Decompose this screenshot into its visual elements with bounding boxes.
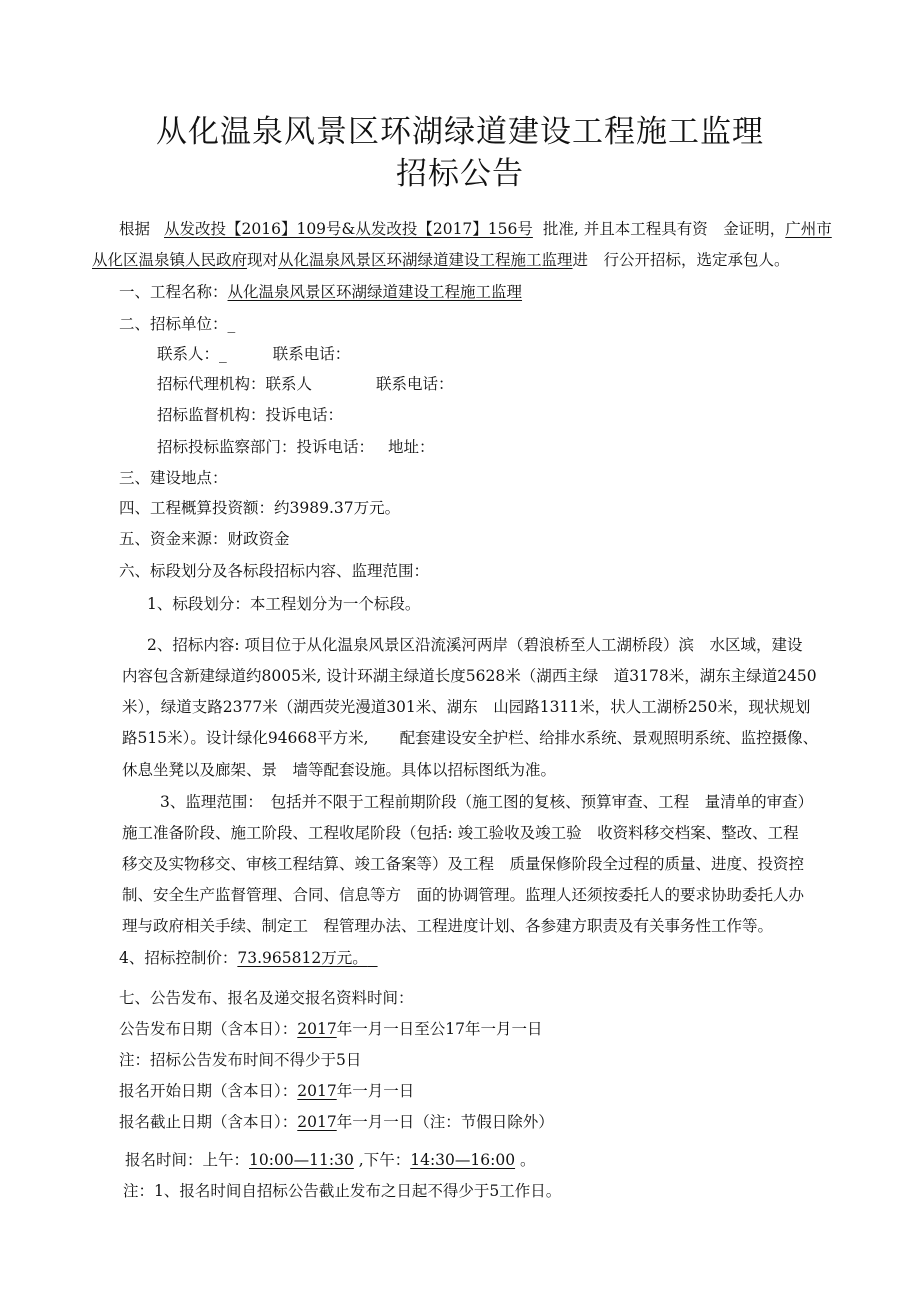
intro-project-name: 从化温泉风景区环湖绿道建设工程施工监理 — [278, 251, 573, 269]
item-3-line: 施工准备阶段、施工阶段、工程收尾阶段（包括: 竣工验收及竣工验 收资料移交档案、整改、工程 — [122, 824, 799, 842]
registration-time — [125, 1149, 536, 1171]
reg-time-pm: 14:30—16:00 — [410, 1151, 516, 1169]
registration-start — [119, 1080, 414, 1102]
section-1-value: 从化温泉风景区环湖绿道建设工程施工监理 — [227, 283, 523, 301]
intro-mid: 批准, 并且本工程具有资 金证明， — [542, 220, 786, 238]
publish-rest: 年一月一日至公17年一月一日 — [336, 1020, 543, 1038]
item-3-line: 制、安全生产监督管理、合同、信息等方 面的协调管理。监理人还须按委托人的要求协助委托人办 — [122, 886, 805, 904]
item-2-line: 内容包含新建绿道约8005米, 设计环湖主绿道长度5628米（湖西主绿 道3178米，湖东主绿道2450 — [122, 667, 817, 685]
item-4-label: 4、招标控制价： — [119, 949, 238, 967]
owner-part-a: 广州市 — [785, 220, 832, 238]
contact-row — [157, 343, 350, 365]
publish-label: 公告发布日期（含本日）： — [119, 1020, 298, 1038]
section-1-project-name — [119, 281, 522, 303]
intro-line2 — [92, 249, 790, 271]
section-3-location: 三、建设地点： — [119, 469, 228, 487]
publish-year: 2017 — [297, 1020, 337, 1038]
reg-start-label: 报名开始日期（含本日）： — [119, 1082, 298, 1100]
reg-end-year: 2017 — [297, 1113, 337, 1131]
contact-person: 联系人：_ — [157, 345, 227, 363]
agency-row — [157, 373, 454, 395]
reg-end-label: 报名截止日期（含本日）： — [119, 1113, 298, 1131]
reg-time-am: 10:00—11:30 — [249, 1151, 354, 1169]
owner-part-b: 从化区温泉镇人民政府 — [92, 251, 248, 269]
inspection-row — [157, 436, 435, 458]
section-1-label: 一、工程名称： — [119, 283, 228, 301]
intro-suffix: 进 行公开招标，选定承包人。 — [572, 251, 790, 269]
section-4-investment: 四、工程概算投资额：约3989.37万元。 — [119, 499, 401, 517]
item-2-line: 休息坐凳以及廊架、景 墙等配套设施。具体以招标图纸为准。 — [122, 761, 557, 779]
reg-end-rest: 年一月一日（注：节假日除外） — [336, 1113, 554, 1131]
inspection-phone: 招标投标监察部门：投诉电话： — [157, 438, 375, 456]
reg-time-end: 。 — [515, 1151, 536, 1169]
inspection-address: 地址： — [388, 438, 435, 456]
reg-start-year: 2017 — [297, 1082, 337, 1100]
registration-end — [119, 1111, 554, 1133]
document-title-line2: 招标公告 — [396, 156, 524, 192]
supervisor-row: 招标监督机构：投诉电话： — [157, 406, 344, 424]
control-price: 73.965812万元。 — [237, 949, 368, 967]
document-title-line1: 从化温泉风景区环湖绿道建设工程施工监理 — [156, 114, 764, 150]
agency-contact: 招标代理机构：联系人 — [157, 375, 313, 393]
approval-doc-number: 从发改投【2016】109号&从发改投【2017】156号 — [164, 220, 533, 238]
section-2-tenderer: 二、招标单位：_ — [119, 315, 236, 333]
item-3-line: 3、监理范围： 包括并不限于工程前期阶段（施工图的复核、预算审查、工程 量清单的审查） — [160, 793, 814, 811]
item-4-price — [119, 947, 378, 969]
section-7-heading: 七、公告发布、报名及递交报名资料时间： — [119, 989, 414, 1007]
intro-prefix: 根据 — [119, 220, 151, 238]
intro-mid2: 现对 — [247, 251, 279, 269]
item-3-line: 移交及实物移交、审核工程结算、竣工备案等）及工程 质量保修阶段全过程的质量、进度、投资控 — [122, 855, 805, 873]
reg-time-mid: ,下午： — [353, 1151, 411, 1169]
publish-date — [119, 1018, 542, 1040]
reg-time-label: 报名时间：上午： — [125, 1151, 250, 1169]
contact-phone: 联系电话： — [272, 345, 351, 363]
agency-phone: 联系电话： — [376, 375, 454, 393]
note-final: 注：1、报名时间自招标公告截止发布之日起不得少于5工作日。 — [123, 1182, 562, 1200]
item-2-line: 2、招标内容: 项目位于从化温泉风景区沿流溪河两岸（碧浪桥至人工湖桥段）滨 水区域，建设 — [147, 636, 803, 654]
item-3-line: 理与政府相关手续、制定工 程管理办法、工程进度计划、各参建方职责及有关事务性工作等。 — [122, 917, 774, 935]
intro-line1 — [119, 218, 832, 240]
section-6-heading: 六、标段划分及各标段招标内容、监理范围： — [119, 562, 430, 580]
item-1-lots: 1、标段划分：本工程划分为一个标段。 — [147, 595, 421, 613]
item-2-line: 米），绿道支路2377米（湖西荧光漫道301米、湖东 山园路1311米，状人工湖桥250米，现状规划 — [122, 698, 811, 716]
reg-start-rest: 年一月一日 — [336, 1082, 415, 1100]
note-min-days: 注：招标公告发布时间不得少于5日 — [119, 1051, 362, 1069]
item-2-line: 路515米）。设计绿化94668平方米, 配套建设安全护栏、给排水系统、景观照明系统、监控摄像、 — [122, 729, 819, 747]
section-5-funding: 五、资金来源：财政资金 — [119, 530, 290, 548]
